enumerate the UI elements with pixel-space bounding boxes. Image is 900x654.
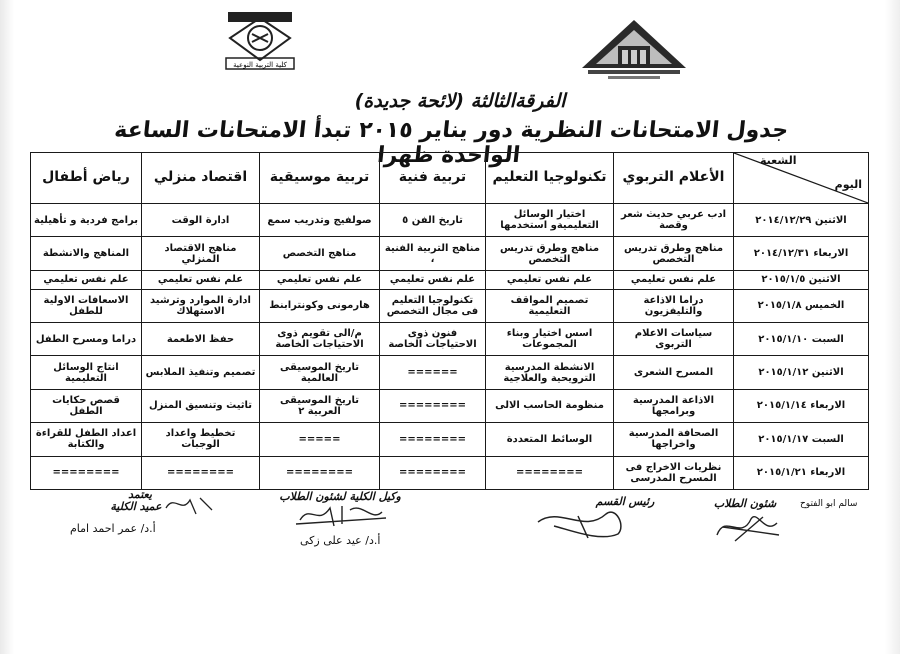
exam-cell: =====: [260, 423, 380, 456]
dean-title: عميد الكلية: [110, 500, 162, 513]
exam-cell: انتاج الوسائل التعليمية: [31, 356, 142, 389]
exam-cell: علم نفس تعليمي: [142, 270, 260, 289]
table-row: [31, 237, 869, 270]
exam-cell: مناهج الاقتصاد المنزلي: [142, 237, 260, 270]
table-row: [31, 322, 869, 355]
exam-cell: علم نفس تعليمي: [614, 270, 734, 289]
column-header: تربية موسيقية: [260, 153, 380, 204]
exam-cell: علم نفس تعليمي: [260, 270, 380, 289]
corner-label-day: اليوم: [834, 177, 862, 191]
exam-cell: تكنولوجيا التعليم فى مجال التخصص: [380, 289, 486, 322]
day-cell: الاربعاء ٢٠١٥/١/١٤: [734, 389, 869, 422]
exam-cell: ادارة الوقت: [142, 204, 260, 237]
student-affairs-signature: [705, 505, 795, 550]
exam-cell: علم نفس تعليمي: [31, 270, 142, 289]
day-cell: السبت ٢٠١٥/١/١٧: [734, 423, 869, 456]
exam-cell: مناهج وطرق تدريس التخصص: [486, 237, 614, 270]
exam-cell: تصميم وتنفيذ الملابس: [142, 356, 260, 389]
exam-cell: اعداد الطفل للقراءة والكتابة: [31, 423, 142, 456]
column-header: تربية فنية: [380, 153, 486, 204]
column-header: تكنولوجيا التعليم: [486, 153, 614, 204]
vice-dean-signature: [290, 498, 390, 532]
table-row: [31, 389, 869, 422]
student-affairs-title: شئون الطلاب: [713, 497, 777, 510]
vice-dean-name: أ.د/ عيد على زكى: [300, 534, 381, 547]
exam-cell: مناهج التربية الفنية ،: [380, 237, 486, 270]
table-row: [31, 456, 869, 489]
column-header: اقتصاد منزلي: [142, 153, 260, 204]
exam-schedule-table: [30, 152, 869, 490]
exam-cell: ======: [380, 356, 486, 389]
exam-cell: تاريخ الفن ٥: [380, 204, 486, 237]
exam-cell: ========: [380, 423, 486, 456]
day-cell: الاربعاء ٢٠١٥/١/٢١: [734, 456, 869, 489]
exam-cell: نظريات الاخراج فى المسرح المدرسى: [614, 456, 734, 489]
exam-cell: الصحافة المدرسية واخراجها: [614, 423, 734, 456]
page-title: جدول الامتحانات النظرية دور يناير ٢٠١٥ تبدأ الامتحانات الساعة الواحدة ظهرا: [113, 118, 790, 168]
exam-cell: دراما الاذاعة والتليفزيون: [614, 289, 734, 322]
exam-cell: صولفيج وتدريب سمع: [260, 204, 380, 237]
table-row: [31, 423, 869, 456]
column-header: رياض أطفال: [31, 153, 142, 204]
exam-cell: م/الى تقويم ذوى الاحتياجات الخاصة: [260, 322, 380, 355]
exam-cell: المسرح الشعرى: [614, 356, 734, 389]
exam-cell: ========: [486, 456, 614, 489]
exam-cell: علم نفس تعليمي: [486, 270, 614, 289]
exam-cell: ========: [142, 456, 260, 489]
exam-cell: اسس اختيار وبناء المجموعات: [486, 322, 614, 355]
exam-cell: علم نفس تعليمي: [380, 270, 486, 289]
vice-dean-title: وكيل الكلية لشئون الطلاب: [279, 490, 401, 503]
exam-cell: الاذاعة المدرسية وبرامجها: [614, 389, 734, 422]
exam-cell: ادب عربي حديث شعر وقصة: [614, 204, 734, 237]
day-cell: السبت ٢٠١٥/١/١٠: [734, 322, 869, 355]
exam-cell: مناهج التخصص: [260, 237, 380, 270]
logo-caption: كلية التربية النوعية: [233, 61, 287, 69]
student-affairs-name: سالم ابو الفتوح: [800, 499, 858, 509]
exam-cell: منظومة الحاسب الالى: [486, 389, 614, 422]
exam-cell: دراما ومسرح الطفل: [31, 322, 142, 355]
exam-cell: فنون ذوى الاحتياجات الخاصة: [380, 322, 486, 355]
exam-cell: حفظ الاطعمة: [142, 322, 260, 355]
day-cell: الاثنين ٢٠١٤/١٢/٢٩: [734, 204, 869, 237]
exam-cell: سياسات الاعلام التربوى: [614, 322, 734, 355]
exam-cell: مناهج وطرق تدريس التخصص: [614, 237, 734, 270]
exam-cell: تاثيث وتنسيق المنزل: [142, 389, 260, 422]
day-cell: الاثنين ٢٠١٥/١/٥: [734, 270, 869, 289]
department-head-signature: [530, 500, 640, 545]
faculty-logo: [222, 8, 298, 72]
exam-cell: الانشطة المدرسية الترويحية والعلاجية: [486, 356, 614, 389]
exam-cell: ========: [260, 456, 380, 489]
dean-signature: [160, 490, 220, 520]
exam-cell: تاريخ الموسيقى العالمية: [260, 356, 380, 389]
corner-cell: [734, 153, 869, 204]
exam-cell: الاسعافات الاولية للطفل: [31, 289, 142, 322]
day-cell: الاثنين ٢٠١٥/١/١٢: [734, 356, 869, 389]
table-row: [31, 270, 869, 289]
exam-cell: تصميم المواقف التعليمية: [486, 289, 614, 322]
day-cell: الاربعاء ٢٠١٤/١٢/٣١: [734, 237, 869, 270]
exam-cell: قصص حكايات الطفل: [31, 389, 142, 422]
exam-cell: ========: [31, 456, 142, 489]
exam-cell: المناهج والانشطة: [31, 237, 142, 270]
university-logo: [578, 18, 690, 82]
table-row: [31, 204, 869, 237]
exam-cell: الوسائط المتعددة: [486, 423, 614, 456]
corner-label-division: الشعبة: [760, 154, 797, 167]
exam-cell: برامج فردية و تأهيلية: [31, 204, 142, 237]
table-header-row: [31, 153, 869, 204]
day-cell: الخميس ٢٠١٥/١/٨: [734, 289, 869, 322]
approval-word: يعتمد: [128, 488, 152, 501]
subtitle: الفرقةالثالثة (لائحة جديدة): [354, 90, 566, 112]
exam-cell: هارمونى وكونترابنط: [260, 289, 380, 322]
department-head-title: رئيس القسم: [595, 495, 655, 508]
column-header: الأعلام التربوي: [614, 153, 734, 204]
dean-name: أ.د/ عمر احمد امام: [70, 522, 156, 535]
table-row: [31, 289, 869, 322]
exam-cell: ادارة الموارد وترشيد الاستهلاك: [142, 289, 260, 322]
table-row: [31, 356, 869, 389]
exam-cell: تخطيط واعداد الوجبات: [142, 423, 260, 456]
exam-cell: ========: [380, 389, 486, 422]
exam-cell: تاريخ الموسيقى العربية ٢: [260, 389, 380, 422]
exam-cell: اختيار الوسائل التعليميةو استخدمها: [486, 204, 614, 237]
exam-cell: ========: [380, 456, 486, 489]
